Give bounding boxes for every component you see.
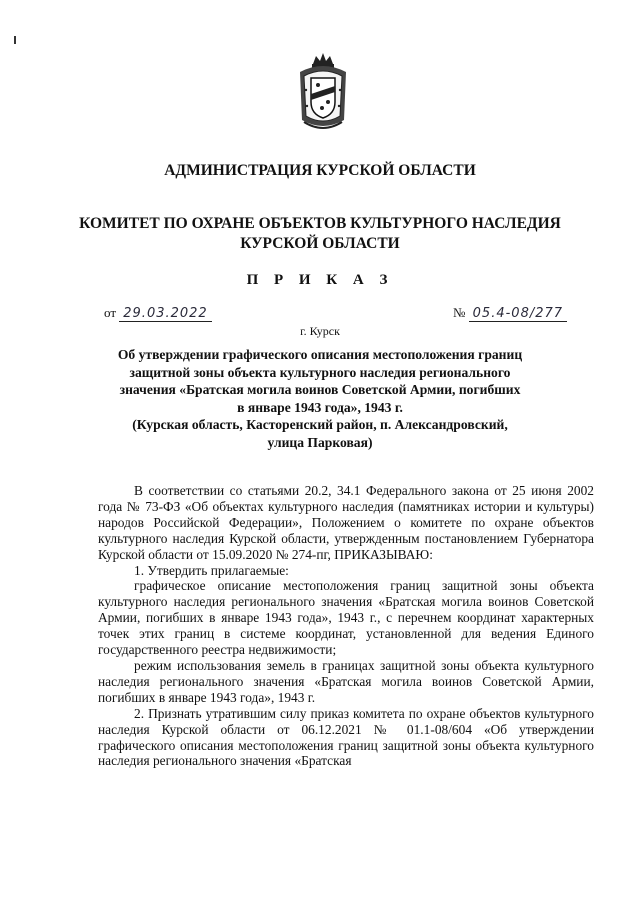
heading-line: защитной зоны объекта культурного наследия регионального: [129, 364, 511, 380]
committee-title-line1: КОМИТЕТ ПО ОХРАНЕ ОБЪЕКТОВ КУЛЬТУРНОГО НАСЛЕДИЯ: [79, 215, 561, 232]
body-paragraph: 1. Утвердить прилагаемые:: [134, 562, 289, 578]
heading-line: значения «Братская могила воинов Советской Армии, погибших: [119, 382, 521, 397]
body-paragraph: режим использования земель в границах защитной зоны объекта культурного наследия регионального значения «Братская могила воинов Советской Армии, погибших в январе 1943 года», 1943 г.: [98, 657, 594, 705]
city: г. Курск: [300, 324, 340, 338]
document-type: П Р И К А З: [246, 272, 394, 288]
date-prefix: от: [104, 305, 117, 320]
order-heading: [95, 346, 545, 451]
number-prefix: №: [453, 305, 466, 320]
body-paragraph: В соответствии со статьями 20.2, 34.1 Федерального закона от 25 июня 2002 года № 73-ФЗ «Об объектах культурного наследия (памятниках истории и культуры) народов Российской Федерации», Положением о комитете по охране объектов культурного наследия Курской области, утвержденным постановлением Губернатора Курской области от 15.09.2020 № 274-пг, ПРИКАЗЫВАЮ:: [98, 483, 594, 562]
scan-mark: [14, 36, 16, 44]
committee-title: [0, 214, 640, 254]
date-value: 29.03.2022: [119, 306, 211, 322]
committee-title-line2: КУРСКОЙ ОБЛАСТИ: [240, 235, 400, 252]
heading-line: Об утверждении графического описания местоположения границ: [117, 347, 523, 362]
heading-line: в январе 1943 года», 1943 г.: [237, 399, 403, 415]
coat-of-arms-icon: [294, 50, 352, 134]
heading-line: улица Парковая): [267, 434, 373, 450]
order-date: [104, 305, 212, 321]
number-value: 05.4-08/277: [469, 306, 567, 322]
body-paragraph: 2. Признать утратившим силу приказ комитета по охране объектов культурного наследия Курской области от 06.12.2021 № 01.1-08/604 «Об утверждении графического описания местоположения границ защитной зоны объекта культурного наследия регионального значения «Братская: [98, 705, 594, 769]
administration-title: АДМИНИСТРАЦИЯ КУРСКОЙ ОБЛАСТИ: [164, 162, 476, 179]
order-number: [453, 305, 567, 321]
order-body: [98, 483, 594, 769]
heading-line: (Курская область, Касторенский район, п. Александровский,: [132, 417, 508, 432]
body-paragraph: графическое описание местоположения границ защитной зоны объекта культурного наследия регионального значения «Братская могила воинов Советской Армии, погибших в январе 1943 года», 1943 г., с перечнем координат характерных точек этих границ в системе координат, установленной для ведения Единого государственного реестра недвижимости;: [98, 578, 594, 658]
